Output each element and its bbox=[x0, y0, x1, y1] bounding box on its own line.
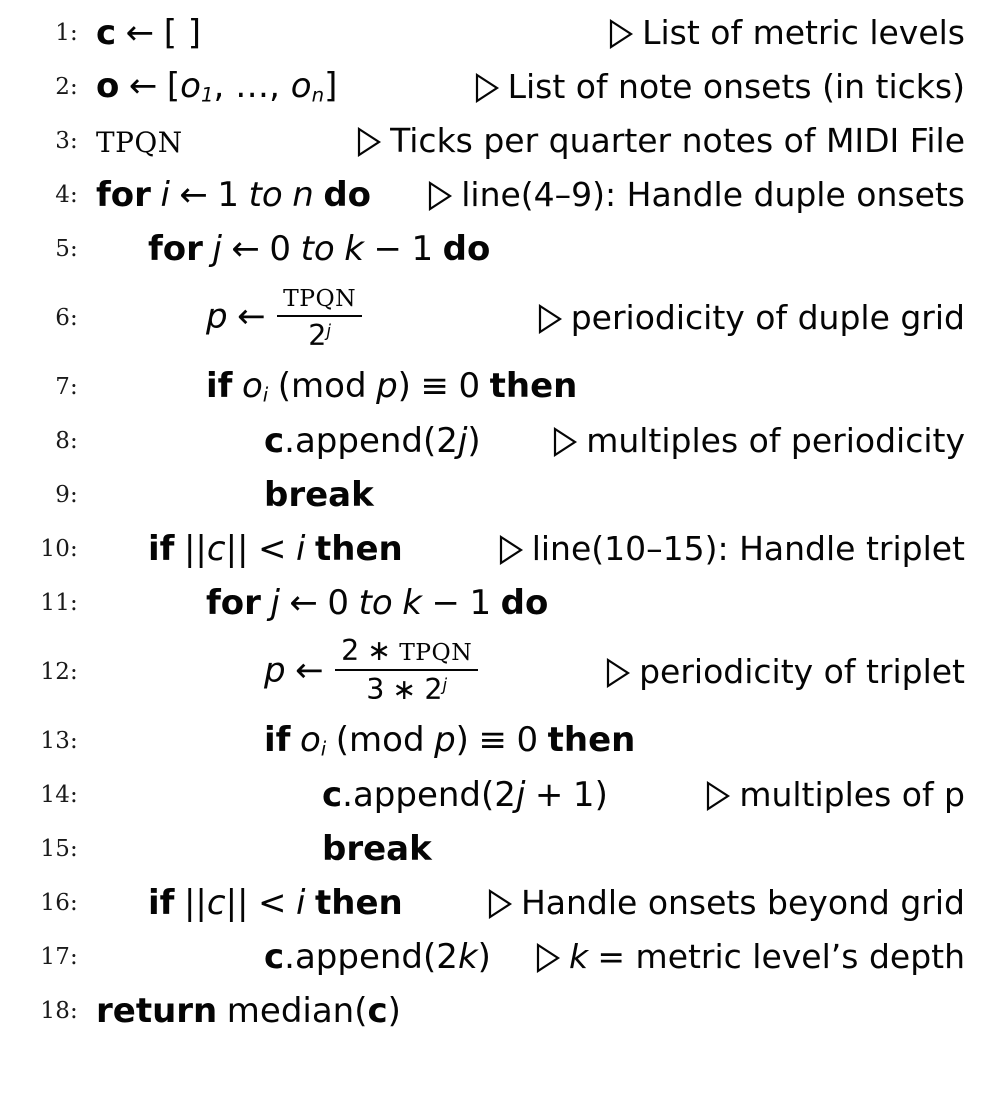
algorithm-line bbox=[0, 360, 965, 414]
token-var-p: p bbox=[206, 296, 228, 337]
keyword-if: if bbox=[148, 882, 175, 923]
line-code: if ||c|| < i then bbox=[148, 528, 403, 569]
token-var-c: c bbox=[264, 420, 285, 461]
token-num-0: 0 bbox=[327, 582, 350, 623]
line-comment bbox=[201, 15, 965, 51]
token-var-c: c bbox=[206, 882, 226, 923]
keyword-then: then bbox=[489, 366, 578, 407]
line-code: o ← [$o_1$, …, $o_n$] bbox=[96, 66, 338, 107]
comment-text: multiples of periodicity bbox=[586, 421, 965, 461]
token-var-k: k bbox=[457, 936, 478, 977]
token-var-i: i bbox=[296, 882, 306, 923]
triangle-right-outline-icon bbox=[608, 19, 634, 49]
token-var-k: k bbox=[402, 582, 422, 623]
token-num-1: 1 bbox=[469, 582, 492, 623]
comment-text: List of metric levels bbox=[642, 13, 965, 53]
line-number: 9: bbox=[55, 482, 78, 508]
comment-text: List of note onsets (in ticks) bbox=[507, 67, 965, 107]
line-code bbox=[96, 12, 202, 53]
line-number: 3: bbox=[55, 128, 78, 154]
token-lt: < bbox=[258, 528, 287, 569]
line-number: 17: bbox=[40, 944, 78, 970]
algorithm-line bbox=[0, 984, 965, 1038]
keyword-then: then bbox=[315, 528, 403, 569]
algorithm-line bbox=[0, 576, 965, 630]
keyword-if: if bbox=[264, 720, 291, 761]
line-comment bbox=[183, 123, 965, 159]
line-comment bbox=[481, 423, 965, 459]
keyword-do: do bbox=[323, 174, 372, 215]
keyword-break: break bbox=[322, 828, 432, 869]
token-assign: ← bbox=[125, 12, 155, 53]
triangle-right-outline-icon bbox=[474, 73, 500, 103]
token-lt: < bbox=[258, 882, 287, 923]
algorithm-line bbox=[0, 114, 965, 168]
algorithm-line bbox=[0, 768, 965, 822]
token-minus: − bbox=[431, 582, 460, 623]
keyword-if: if bbox=[148, 528, 175, 569]
token-num-0: 0 bbox=[269, 228, 292, 269]
line-code: c.append(2k) bbox=[264, 936, 491, 977]
line-number: 6: bbox=[55, 305, 78, 331]
token-subscript-i: i bbox=[320, 737, 327, 761]
line-comment bbox=[403, 531, 965, 567]
keyword-then: then bbox=[547, 720, 636, 761]
line-code: return median(c) bbox=[96, 990, 401, 1031]
comment-text: periodicity of duple grid bbox=[570, 298, 965, 338]
line-code: if ||c|| < i then bbox=[148, 882, 403, 923]
token-var-o: o bbox=[290, 66, 312, 107]
comment-text: = metric level’s depth bbox=[597, 937, 965, 977]
keyword-to: to bbox=[248, 174, 283, 215]
keyword-for: for bbox=[148, 228, 203, 269]
keyword-return: return bbox=[96, 990, 218, 1031]
token-var-j: j bbox=[212, 228, 222, 269]
keyword-to: to bbox=[358, 582, 393, 623]
token-fn-append: append bbox=[352, 774, 482, 815]
token-fn-append: append bbox=[294, 936, 424, 977]
token-assign: ← bbox=[295, 650, 324, 691]
line-number: 16: bbox=[40, 890, 78, 916]
token-var-j: j bbox=[515, 774, 526, 815]
token-var-p: p bbox=[264, 650, 286, 691]
token-num-0: 0 bbox=[458, 366, 481, 407]
token-const-tpqn: TPQN bbox=[96, 125, 183, 159]
keyword-break: break bbox=[264, 474, 374, 515]
algorithm-line bbox=[0, 522, 965, 576]
keyword-mod: mod bbox=[349, 720, 425, 761]
line-number: 12: bbox=[40, 659, 78, 685]
token-subscript-i: i bbox=[262, 383, 269, 407]
algorithm-line bbox=[0, 930, 965, 984]
algorithm-line bbox=[0, 6, 965, 60]
token-assign: ← bbox=[128, 66, 158, 107]
keyword-do: do bbox=[500, 582, 549, 623]
line-number: 15: bbox=[40, 836, 78, 862]
token-const-tpqn: TPQN bbox=[283, 284, 357, 313]
token-var-j: j bbox=[457, 420, 468, 461]
keyword-do: do bbox=[442, 228, 491, 269]
token-num-2: 2 bbox=[436, 420, 458, 461]
triangle-right-outline-icon bbox=[705, 781, 731, 811]
token-const-tpqn: TPQN bbox=[399, 638, 473, 667]
token-num-2: 2 bbox=[436, 936, 458, 977]
token-star: ∗ bbox=[367, 633, 392, 668]
line-number: 2: bbox=[55, 74, 78, 100]
algorithm-line bbox=[0, 60, 965, 114]
line-code: c.append(2j + 1) bbox=[322, 774, 608, 815]
comment-text: line(10–15): Handle triplet bbox=[531, 529, 965, 569]
token-var-o: o bbox=[241, 366, 263, 407]
line-comment bbox=[480, 654, 965, 690]
token-var-i: i bbox=[160, 174, 170, 215]
triangle-right-outline-icon bbox=[487, 889, 513, 919]
keyword-then: then bbox=[315, 882, 403, 923]
token-var-o: o bbox=[180, 66, 201, 107]
token-assign: ← bbox=[231, 228, 260, 269]
algorithm-line bbox=[0, 822, 965, 876]
line-number: 11: bbox=[40, 590, 78, 616]
line-code: c.append(2j) bbox=[264, 420, 481, 461]
line-comment bbox=[337, 69, 965, 105]
token-num-0: 0 bbox=[516, 720, 539, 761]
keyword-if: if bbox=[206, 366, 233, 407]
line-code bbox=[264, 633, 480, 707]
token-minus: − bbox=[373, 228, 402, 269]
token-var-n: n bbox=[292, 174, 314, 215]
token-var-k: k bbox=[344, 228, 364, 269]
algorithm-line bbox=[0, 714, 965, 768]
comment-text: periodicity of triplet bbox=[639, 652, 965, 692]
token-var-i: i bbox=[296, 528, 306, 569]
token-var-c: c bbox=[322, 774, 343, 815]
triangle-right-outline-icon bbox=[498, 535, 524, 565]
token-num-2: 2 bbox=[308, 317, 327, 352]
token-num-2: 2 bbox=[341, 633, 360, 668]
keyword-mod: mod bbox=[291, 366, 367, 407]
triangle-right-outline-icon bbox=[605, 658, 631, 688]
token-var-c: c bbox=[206, 528, 226, 569]
line-code: if $o_i$ (mod p) ≡ 0 then bbox=[264, 720, 636, 761]
token-plus: + bbox=[534, 774, 564, 815]
line-code bbox=[148, 228, 491, 269]
token-exponent-j: j bbox=[326, 320, 332, 340]
triangle-right-outline-icon bbox=[535, 943, 561, 973]
token-subscript-n: n bbox=[311, 83, 325, 107]
triangle-right-outline-icon bbox=[537, 304, 563, 334]
comment-text: Handle onsets beyond grid bbox=[520, 883, 965, 923]
line-number: 5: bbox=[55, 236, 78, 262]
token-num-1: 1 bbox=[411, 228, 434, 269]
algorithm-line bbox=[0, 168, 965, 222]
line-number: 8: bbox=[55, 428, 78, 454]
token-num-2: 2 bbox=[494, 774, 516, 815]
token-num-1: 1 bbox=[572, 774, 595, 815]
token-var-c: c bbox=[264, 936, 285, 977]
line-comment bbox=[491, 939, 965, 975]
line-code bbox=[206, 582, 549, 623]
line-code: if $o_i$ (mod p) ≡ 0 then bbox=[206, 366, 578, 407]
triangle-right-outline-icon bbox=[552, 427, 578, 457]
token-var-o: o bbox=[96, 66, 120, 107]
token-empty-list: [ ] bbox=[163, 12, 202, 53]
token-num-2: 2 bbox=[424, 671, 443, 706]
token-var-o: o bbox=[299, 720, 321, 761]
comment-text: multiples of p bbox=[739, 775, 965, 815]
line-code bbox=[96, 174, 372, 215]
token-equiv: ≡ bbox=[420, 366, 449, 407]
algorithm-line bbox=[0, 414, 965, 468]
line-number: 18: bbox=[40, 998, 78, 1024]
token-var-c: c bbox=[367, 990, 388, 1031]
keyword-for: for bbox=[206, 582, 261, 623]
line-code bbox=[96, 123, 183, 160]
line-code bbox=[264, 474, 374, 515]
fraction-triplet-periodicity bbox=[335, 635, 478, 705]
token-assign: ← bbox=[237, 296, 266, 337]
token-assign: ← bbox=[179, 174, 208, 215]
token-assign: ← bbox=[289, 582, 318, 623]
line-comment bbox=[371, 177, 965, 213]
keyword-for: for bbox=[96, 174, 151, 215]
triangle-right-outline-icon bbox=[356, 127, 382, 157]
line-number: 14: bbox=[40, 782, 78, 808]
algorithm-line bbox=[0, 630, 965, 714]
token-var-k: k bbox=[569, 937, 589, 977]
token-star: ∗ bbox=[392, 671, 417, 706]
token-fn-append: append bbox=[294, 420, 424, 461]
token-var-c: c bbox=[96, 12, 117, 53]
token-num-1: 1 bbox=[217, 174, 240, 215]
algorithm-line bbox=[0, 468, 965, 522]
fraction-duple-periodicity bbox=[277, 281, 362, 351]
comment-text: line(4–9): Handle duple onsets bbox=[461, 175, 965, 215]
token-var-p: p bbox=[376, 366, 398, 407]
algorithm-line bbox=[0, 222, 965, 276]
algorithm-line bbox=[0, 276, 965, 360]
algorithm-line bbox=[0, 876, 965, 930]
token-fn-median: median bbox=[226, 990, 355, 1031]
line-comment bbox=[403, 885, 965, 921]
line-number: 1: bbox=[55, 20, 78, 46]
line-comment bbox=[364, 300, 965, 336]
keyword-to: to bbox=[300, 228, 335, 269]
line-number: 10: bbox=[40, 536, 78, 562]
line-number: 13: bbox=[40, 728, 78, 754]
token-exponent-j: j bbox=[442, 674, 448, 694]
token-subscript-1: 1 bbox=[200, 83, 214, 107]
token-var-p: p bbox=[434, 720, 456, 761]
line-number: 4: bbox=[55, 182, 78, 208]
line-comment bbox=[608, 777, 965, 813]
comment-text: Ticks per quarter notes of MIDI File bbox=[390, 121, 965, 161]
token-num-3: 3 bbox=[366, 671, 385, 706]
line-code bbox=[206, 283, 364, 353]
line-code bbox=[322, 828, 432, 869]
triangle-right-outline-icon bbox=[427, 181, 453, 211]
token-var-j: j bbox=[270, 582, 280, 623]
token-equiv: ≡ bbox=[478, 720, 507, 761]
line-number: 7: bbox=[55, 374, 78, 400]
